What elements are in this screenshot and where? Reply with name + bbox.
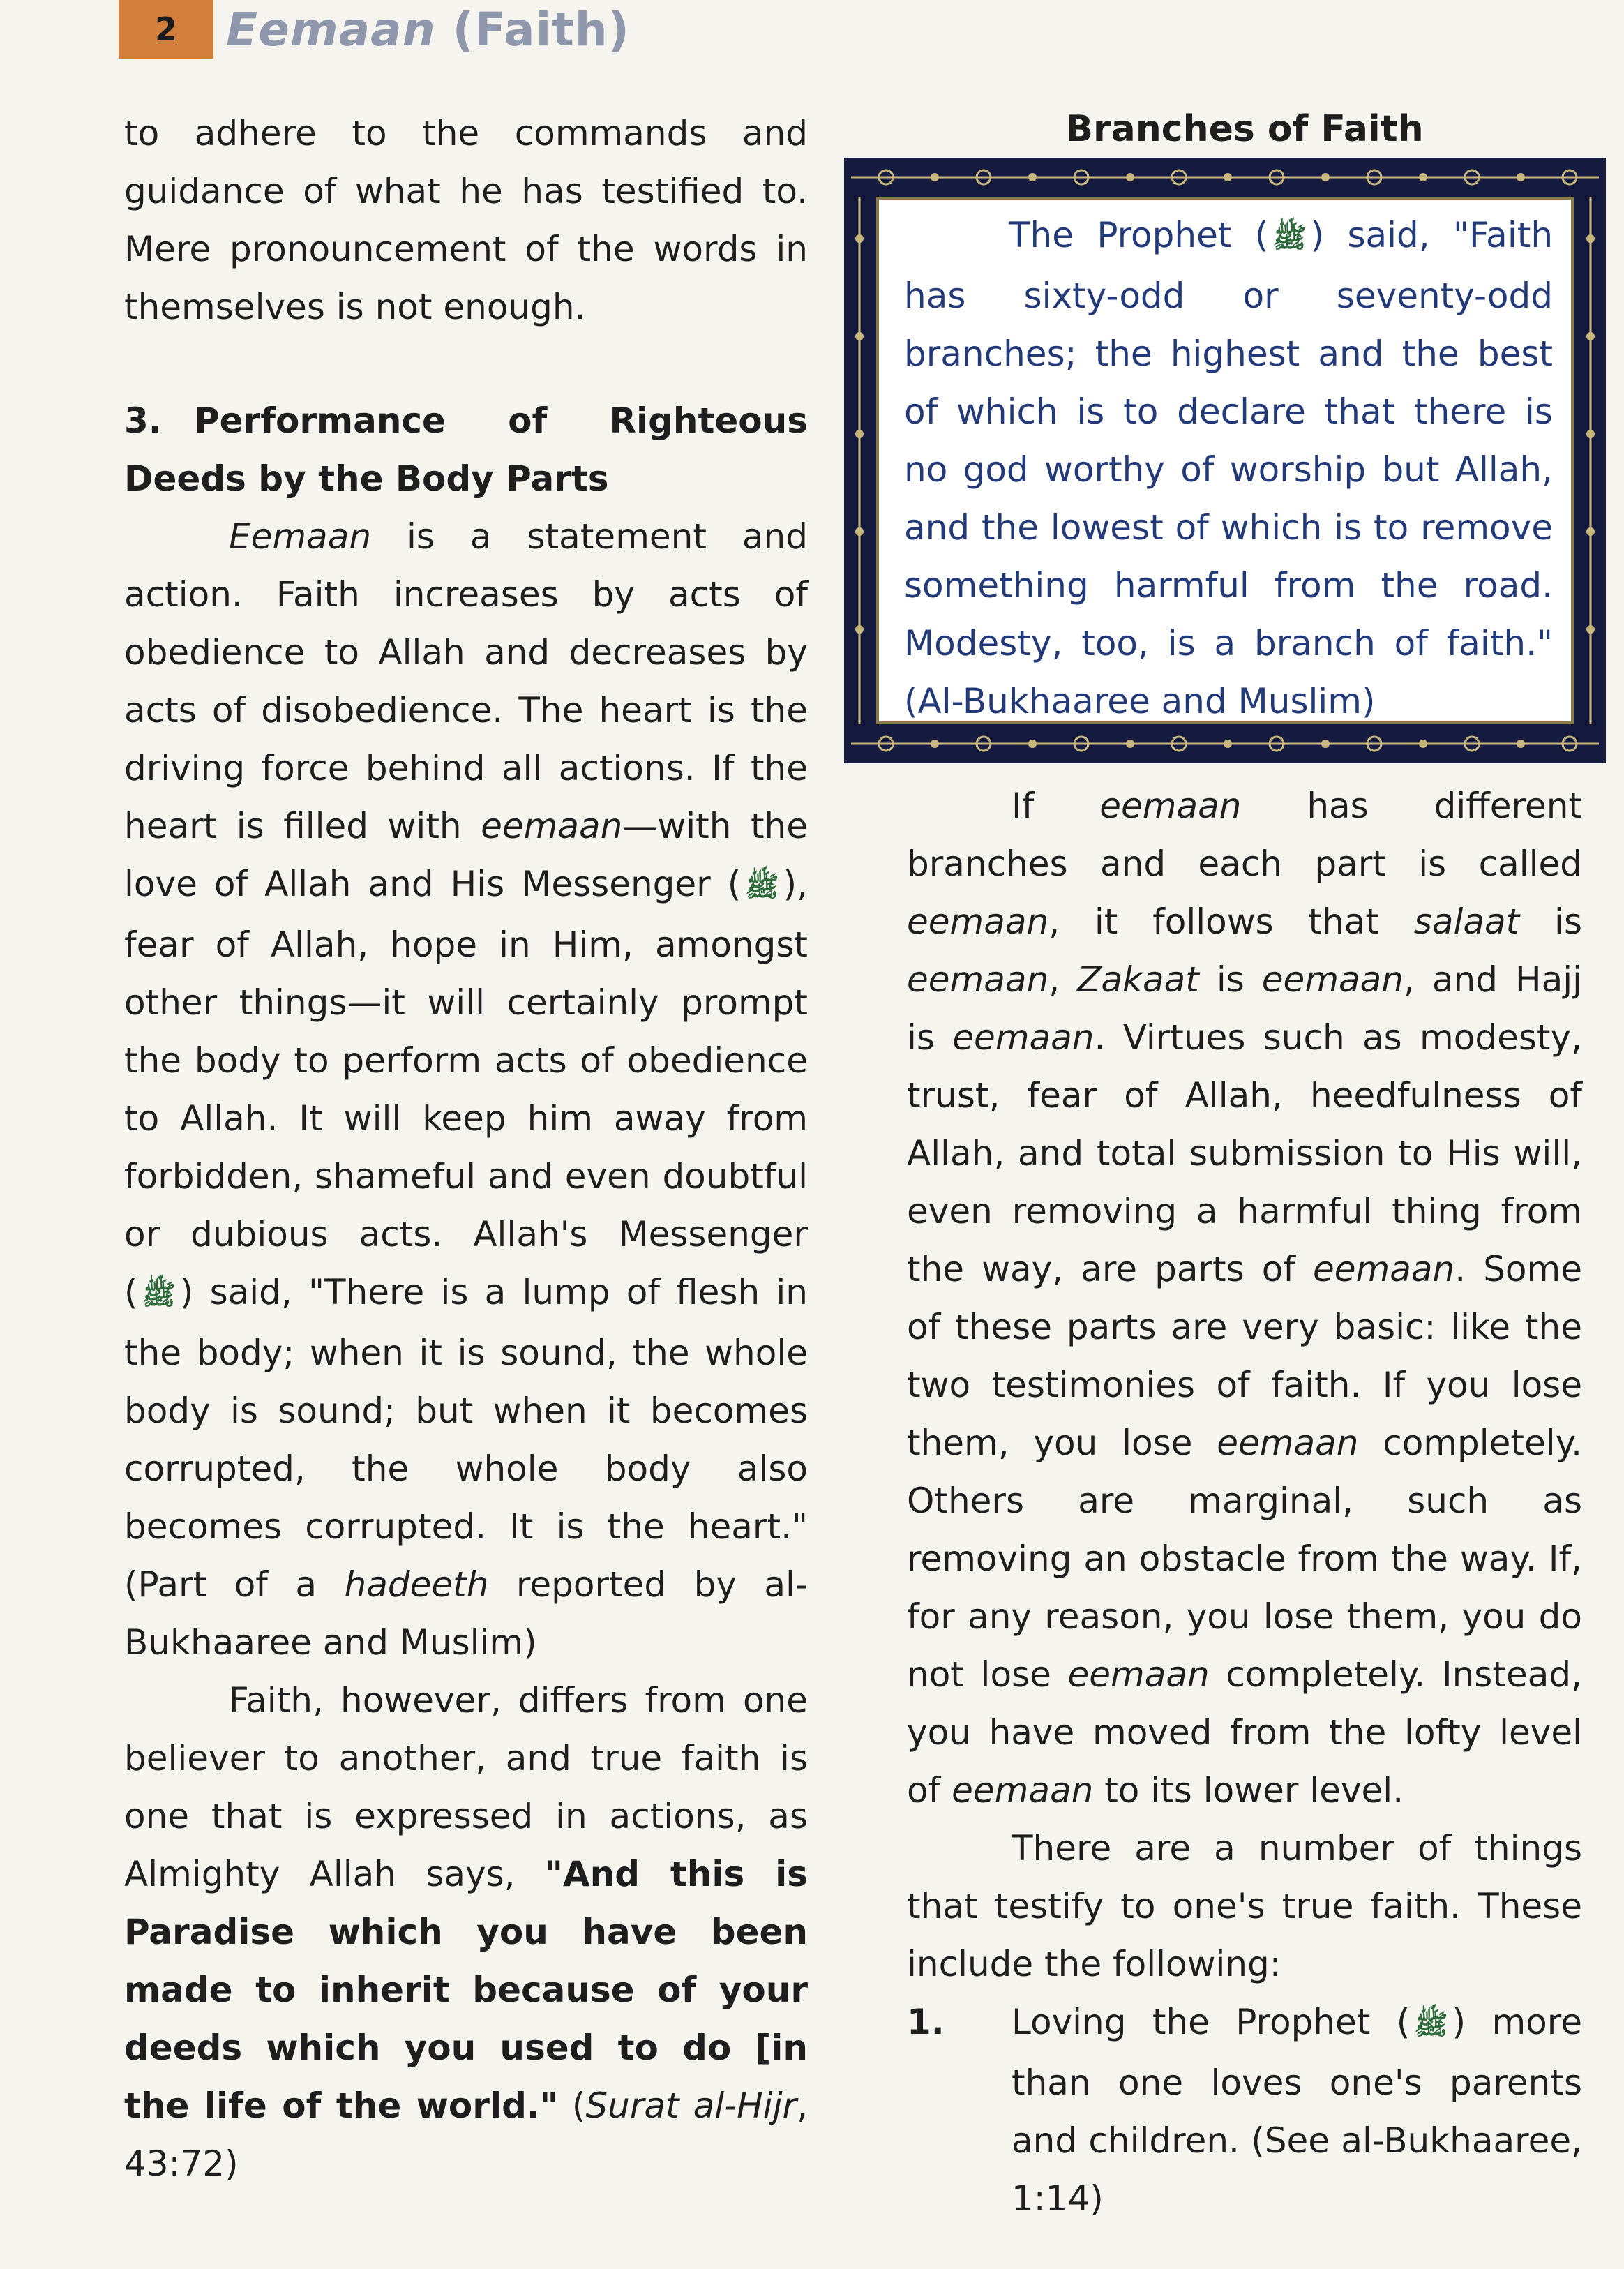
list-item (907, 1993, 1582, 2228)
chapter-title (226, 3, 630, 57)
chapter-title-main: Eemaan (226, 2, 436, 57)
ornament-band-bottom (844, 724, 1606, 763)
section-heading-text: Performance of Righteous Deeds by the Body Parts (124, 400, 808, 499)
quran-quote: "And this is Paradise which you have been made to inherit because of your deeds which you used to do [in the life of the world." (124, 1854, 808, 2126)
ornament-side-right (1575, 197, 1606, 724)
section-heading-number: 3. (124, 400, 162, 441)
hadeeth-text: The Prophet ( ﷺ ) said, "Faith has sixty-odd or seventy-odd branches; the highest and the best of which is to declare that there is no god worthy of worship but Allah, and the lowest of which is to remove something harmful from the road. Modesty, too, is a branch of faith." (Al-Bukhaaree and Muslim) (904, 215, 1554, 721)
list-item-number: 1. (907, 2002, 945, 2042)
left-paragraph-2: Eemaan is a statement and action. Faith increases by acts of obedience to Allah and decreases by acts of disobedience. The heart is the driving force behind all actions. If the heart is filled with eemaan—with the love of Allah and His Messenger ( ﷺ ), fear of Allah, hope in Him, amongst other things—it will certainly prompt the body to perform acts of obedience to Allah. It will keep him away from forbidden, shameful and even doubtful or dubious acts. Allah's Messenger ( ﷺ ) said, "There is a lump of flesh in the body; when it is sound, the whole body is sound; but when it becomes corrupted, the whole body also becomes corrupted. It is the heart." (Part of a hadeeth reported by al-Bukhaaree and Muslim) (124, 516, 809, 1663)
right-paragraph-1: If eemaan has different branches and each part is called eemaan, it follows that salaat is eemaan, Zakaat is eemaan, and Hajj is eemaan. Virtues such as modesty, trust, fear of Allah, heedfulness of Allah, and total submission to His will, even removing a harmful thing from the way, are parts of eemaan. Some of these parts are very basic: like the two testimonies of faith. If you lose them, you lose eemaan completely. Others are marginal, such as removing an obstacle from the way. If, for any reason, you lose them, you do not lose eemaan completely. Instead, you have moved from the lofty level of eemaan to its lower level. (907, 786, 1583, 1811)
left-column (124, 105, 808, 2193)
ornament-side-left (844, 197, 875, 724)
ornament-band-top (844, 158, 1606, 197)
list-item-text: Loving the Prophet ( ﷺ ) more than one loves one's parents and children. (See al-Bukhaaree, 1:14) (1012, 2002, 1582, 2219)
branches-heading: Branches of Faith (1065, 108, 1424, 150)
pbuh-icon: ﷺ (745, 871, 779, 903)
pbuh-icon: ﷺ (1272, 222, 1307, 254)
chapter-title-paren: (Faith) (435, 2, 630, 57)
left-paragraph-1: to adhere to the commands and guidance of what he has testified to. Mere pronouncement of the words in themselves is not enough. (124, 113, 808, 327)
hadeeth-box-text (876, 197, 1574, 724)
hadeeth-box (844, 158, 1606, 763)
pbuh-icon: ﷺ (142, 1279, 176, 1311)
section-heading (124, 392, 808, 508)
page-header (119, 0, 630, 59)
right-column (904, 105, 1583, 2228)
right-paragraph-2: There are a number of things that testify to one's true faith. These include the following: (907, 1828, 1582, 1984)
pbuh-icon: ﷺ (1414, 2009, 1448, 2041)
page-number: 2 (119, 0, 213, 59)
left-paragraph-3: Faith, however, differs from one believer to another, and true faith is one that is expressed in actions, as Almighty Allah says, "And this is Paradise which you have been made to inherit because of your deeds which you used to do [in the life of the world." (Surat al-Hijr, 43:72) (124, 1680, 808, 2184)
